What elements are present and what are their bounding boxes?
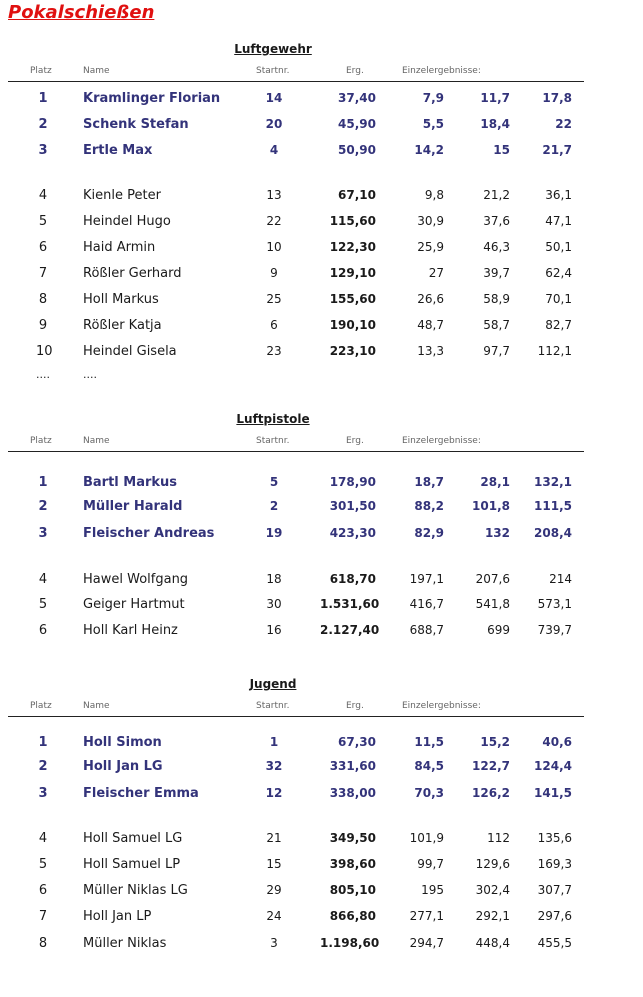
result-total: 178,90 bbox=[329, 475, 376, 489]
single-result-2: 132 bbox=[484, 526, 510, 540]
single-result-3: 50,1 bbox=[545, 240, 572, 254]
start-number: 10 bbox=[266, 240, 282, 254]
shooter-name: Geiger Hartmut bbox=[83, 597, 185, 612]
shooter-name: Rößler Gerhard bbox=[83, 266, 182, 281]
start-number: 16 bbox=[266, 623, 282, 637]
single-result-3: 307,7 bbox=[537, 883, 572, 897]
result-total: 45,90 bbox=[338, 117, 376, 131]
single-result-2: 448,4 bbox=[475, 936, 510, 950]
rank: 8 bbox=[38, 292, 48, 307]
table-row bbox=[0, 878, 643, 904]
header-startnr: Startnr. bbox=[256, 701, 290, 711]
rank: 2 bbox=[38, 759, 48, 774]
header-name: Name bbox=[83, 66, 110, 76]
shooter-name: Heindel Gisela bbox=[83, 344, 177, 359]
single-result-1: 18,7 bbox=[414, 475, 444, 489]
shooter-name: Rößler Katja bbox=[83, 318, 162, 333]
single-result-1: 84,5 bbox=[414, 759, 444, 773]
shooter-name: Bartl Markus bbox=[83, 475, 178, 490]
single-result-3: 141,5 bbox=[534, 786, 572, 800]
result-total: 50,90 bbox=[338, 143, 376, 157]
single-result-2: 37,6 bbox=[483, 214, 510, 228]
rank: 4 bbox=[38, 188, 48, 203]
single-result-3: 124,4 bbox=[534, 759, 572, 773]
start-number: 13 bbox=[266, 188, 282, 202]
single-result-1: 101,9 bbox=[409, 831, 444, 845]
single-result-1: 5,5 bbox=[422, 117, 444, 131]
start-number: 12 bbox=[265, 786, 283, 800]
single-result-2: 46,3 bbox=[483, 240, 510, 254]
shooter-name: Kienle Peter bbox=[83, 188, 161, 203]
section-title: Luftgewehr bbox=[234, 42, 312, 56]
table-row bbox=[0, 339, 643, 365]
header-erg: Erg. bbox=[346, 436, 364, 446]
shooter-name: Ertle Max bbox=[83, 143, 153, 158]
start-number: 4 bbox=[269, 143, 279, 157]
result-total: 115,60 bbox=[329, 214, 376, 228]
table-row bbox=[0, 754, 643, 780]
shooter-name: Holl Samuel LP bbox=[83, 857, 181, 872]
single-result-1: 277,1 bbox=[409, 909, 444, 923]
single-result-3: 82,7 bbox=[545, 318, 572, 332]
single-result-3: 169,3 bbox=[537, 857, 572, 871]
start-number: 18 bbox=[266, 572, 282, 586]
single-result-2: 28,1 bbox=[480, 475, 510, 489]
header-rule bbox=[8, 716, 584, 717]
rank: 1 bbox=[38, 91, 48, 106]
rank: 10 bbox=[36, 344, 53, 359]
single-result-1: 99,7 bbox=[417, 857, 444, 871]
shooter-name: Kramlinger Florian bbox=[83, 91, 221, 106]
header-platz: Platz bbox=[30, 436, 52, 446]
single-result-1: 688,7 bbox=[409, 623, 444, 637]
table-header bbox=[0, 436, 643, 450]
result-total: 122,30 bbox=[329, 240, 376, 254]
rank: 3 bbox=[38, 143, 48, 158]
rank: 1 bbox=[38, 475, 48, 490]
table-row bbox=[0, 261, 643, 287]
table-row bbox=[0, 470, 643, 496]
header-rule bbox=[8, 81, 584, 82]
single-result-2: 292,1 bbox=[475, 909, 510, 923]
table-row bbox=[0, 287, 643, 313]
result-total: 618,70 bbox=[329, 572, 376, 586]
single-result-2: 97,7 bbox=[483, 344, 510, 358]
section-jugend bbox=[0, 677, 643, 711]
shooter-name: Holl Markus bbox=[83, 292, 159, 307]
shooter-name: Holl Jan LP bbox=[83, 909, 152, 924]
rank: 5 bbox=[38, 597, 48, 612]
rank: 5 bbox=[38, 857, 48, 872]
single-result-3: 208,4 bbox=[534, 526, 572, 540]
header-erg: Erg. bbox=[346, 701, 364, 711]
header-name: Name bbox=[83, 701, 110, 711]
ellipsis-name: .... bbox=[83, 368, 97, 381]
start-number: 24 bbox=[266, 909, 282, 923]
single-result-3: 135,6 bbox=[537, 831, 572, 845]
single-result-2: 21,2 bbox=[483, 188, 510, 202]
single-result-2: 11,7 bbox=[480, 91, 510, 105]
start-number: 20 bbox=[265, 117, 283, 131]
single-result-1: 70,3 bbox=[414, 786, 444, 800]
single-result-3: 47,1 bbox=[545, 214, 572, 228]
shooter-name: Hawel Wolfgang bbox=[83, 572, 189, 587]
shooter-name: Holl Simon bbox=[83, 735, 162, 750]
result-total: 866,80 bbox=[329, 909, 376, 923]
result-total: 423,30 bbox=[329, 526, 376, 540]
single-result-3: 297,6 bbox=[537, 909, 572, 923]
single-result-1: 11,5 bbox=[414, 735, 444, 749]
result-total: 1.198,60 bbox=[320, 936, 380, 950]
table-row bbox=[0, 730, 643, 756]
single-result-1: 30,9 bbox=[417, 214, 444, 228]
result-total: 223,10 bbox=[329, 344, 376, 358]
single-result-2: 58,7 bbox=[483, 318, 510, 332]
section-title: Jugend bbox=[249, 677, 297, 691]
result-total: 349,50 bbox=[329, 831, 376, 845]
shooter-name: Holl Samuel LG bbox=[83, 831, 183, 846]
single-result-1: 48,7 bbox=[417, 318, 444, 332]
single-result-3: 17,8 bbox=[542, 91, 572, 105]
result-total: 67,30 bbox=[338, 735, 376, 749]
rank: 8 bbox=[38, 936, 48, 951]
shooter-name: Haid Armin bbox=[83, 240, 156, 255]
table-row bbox=[0, 138, 643, 164]
header-startnr: Startnr. bbox=[256, 436, 290, 446]
single-result-1: 294,7 bbox=[409, 936, 444, 950]
single-result-2: 541,8 bbox=[475, 597, 510, 611]
single-result-2: 126,2 bbox=[472, 786, 510, 800]
single-result-3: 455,5 bbox=[537, 936, 572, 950]
table-row bbox=[0, 235, 643, 261]
result-total: 37,40 bbox=[338, 91, 376, 105]
table-row bbox=[0, 826, 643, 852]
single-result-1: 82,9 bbox=[414, 526, 444, 540]
start-number: 15 bbox=[266, 857, 282, 871]
single-result-3: 112,1 bbox=[537, 344, 572, 358]
single-result-3: 70,1 bbox=[545, 292, 572, 306]
single-result-2: 15,2 bbox=[480, 735, 510, 749]
table-row bbox=[0, 494, 643, 520]
shooter-name: Müller Niklas LG bbox=[83, 883, 188, 898]
table-row bbox=[0, 112, 643, 138]
start-number: 29 bbox=[266, 883, 282, 897]
result-total: 398,60 bbox=[329, 857, 376, 871]
result-total: 67,10 bbox=[338, 188, 376, 202]
rank: 3 bbox=[38, 526, 48, 541]
single-result-2: 207,6 bbox=[475, 572, 510, 586]
header-startnr: Startnr. bbox=[256, 66, 290, 76]
single-result-2: 129,6 bbox=[475, 857, 510, 871]
table-row bbox=[0, 904, 643, 930]
rank: 6 bbox=[38, 240, 48, 255]
table-row bbox=[0, 313, 643, 339]
single-result-3: 214 bbox=[549, 572, 572, 586]
single-result-2: 122,7 bbox=[472, 759, 510, 773]
single-result-1: 26,6 bbox=[417, 292, 444, 306]
result-total: 805,10 bbox=[329, 883, 376, 897]
table-row bbox=[0, 183, 643, 209]
single-result-1: 27 bbox=[428, 266, 444, 280]
rank: 4 bbox=[38, 831, 48, 846]
rank: 2 bbox=[38, 117, 48, 132]
result-total: 155,60 bbox=[329, 292, 376, 306]
shooter-name: Holl Karl Heinz bbox=[83, 623, 178, 638]
shooter-name: Fleischer Emma bbox=[83, 786, 199, 801]
single-result-2: 302,4 bbox=[475, 883, 510, 897]
table-row bbox=[0, 852, 643, 878]
ellipsis-platz: .... bbox=[36, 368, 50, 381]
rank: 3 bbox=[38, 786, 48, 801]
result-total: 338,00 bbox=[329, 786, 376, 800]
rank: 6 bbox=[38, 623, 48, 638]
shooter-name: Fleischer Andreas bbox=[83, 526, 215, 541]
start-number: 5 bbox=[269, 475, 279, 489]
header-name: Name bbox=[83, 436, 110, 446]
single-result-2: 699 bbox=[487, 623, 510, 637]
single-result-2: 39,7 bbox=[483, 266, 510, 280]
start-number: 6 bbox=[270, 318, 278, 332]
single-result-2: 18,4 bbox=[480, 117, 510, 131]
single-result-1: 9,8 bbox=[424, 188, 444, 202]
single-result-2: 58,9 bbox=[483, 292, 510, 306]
single-result-3: 573,1 bbox=[537, 597, 572, 611]
rank: 2 bbox=[38, 499, 48, 514]
start-number: 25 bbox=[266, 292, 282, 306]
shooter-name: Müller Niklas bbox=[83, 936, 167, 951]
start-number: 23 bbox=[266, 344, 282, 358]
single-result-1: 7,9 bbox=[422, 91, 444, 105]
start-number: 1 bbox=[269, 735, 279, 749]
start-number: 9 bbox=[270, 266, 278, 280]
result-total: 2.127,40 bbox=[320, 623, 380, 637]
page-title: Pokalschießen bbox=[8, 2, 155, 23]
rank: 4 bbox=[38, 572, 48, 587]
single-result-3: 62,4 bbox=[545, 266, 572, 280]
single-result-2: 101,8 bbox=[472, 499, 510, 513]
rank: 1 bbox=[38, 735, 48, 750]
single-result-3: 739,7 bbox=[537, 623, 572, 637]
start-number: 3 bbox=[270, 936, 278, 950]
single-result-3: 111,5 bbox=[534, 499, 572, 513]
single-result-1: 25,9 bbox=[417, 240, 444, 254]
result-total: 331,60 bbox=[329, 759, 376, 773]
shooter-name: Holl Jan LG bbox=[83, 759, 163, 774]
single-result-1: 416,7 bbox=[409, 597, 444, 611]
result-total: 190,10 bbox=[329, 318, 376, 332]
shooter-name: Schenk Stefan bbox=[83, 117, 189, 132]
single-result-2: 112 bbox=[487, 831, 510, 845]
table-row bbox=[0, 781, 643, 807]
header-einzel: Einzelergebnisse: bbox=[402, 436, 481, 446]
shooter-name: Müller Harald bbox=[83, 499, 183, 514]
table-row bbox=[0, 521, 643, 547]
table-row bbox=[0, 209, 643, 235]
result-total: 301,50 bbox=[329, 499, 376, 513]
rank: 9 bbox=[38, 318, 48, 333]
single-result-3: 22 bbox=[555, 117, 572, 131]
table-row bbox=[0, 86, 643, 112]
single-result-1: 88,2 bbox=[414, 499, 444, 513]
single-result-3: 36,1 bbox=[545, 188, 572, 202]
table-row bbox=[0, 567, 643, 593]
section-luftpistole bbox=[0, 412, 643, 446]
shooter-name: Heindel Hugo bbox=[83, 214, 171, 229]
single-result-1: 14,2 bbox=[414, 143, 444, 157]
start-number: 21 bbox=[266, 831, 282, 845]
start-number: 32 bbox=[265, 759, 283, 773]
start-number: 14 bbox=[265, 91, 283, 105]
start-number: 19 bbox=[265, 526, 283, 540]
start-number: 2 bbox=[269, 499, 279, 513]
header-platz: Platz bbox=[30, 701, 52, 711]
header-rule bbox=[8, 451, 584, 452]
rank: 5 bbox=[38, 214, 48, 229]
start-number: 30 bbox=[266, 597, 282, 611]
single-result-1: 197,1 bbox=[409, 572, 444, 586]
single-result-1: 195 bbox=[421, 883, 444, 897]
single-result-2: 15 bbox=[493, 143, 510, 157]
single-result-3: 40,6 bbox=[542, 735, 572, 749]
result-total: 1.531,60 bbox=[320, 597, 380, 611]
start-number: 22 bbox=[266, 214, 282, 228]
rank: 6 bbox=[38, 883, 48, 898]
table-row bbox=[0, 931, 643, 957]
table-row bbox=[0, 618, 643, 644]
rank: 7 bbox=[38, 266, 48, 281]
single-result-1: 13,3 bbox=[417, 344, 444, 358]
header-platz: Platz bbox=[30, 66, 52, 76]
header-erg: Erg. bbox=[346, 66, 364, 76]
table-row bbox=[0, 592, 643, 618]
header-einzel: Einzelergebnisse: bbox=[402, 701, 481, 711]
section-luftgewehr bbox=[0, 42, 643, 76]
result-total: 129,10 bbox=[329, 266, 376, 280]
rank: 7 bbox=[38, 909, 48, 924]
table-header bbox=[0, 701, 643, 715]
table-header bbox=[0, 66, 643, 80]
header-einzel: Einzelergebnisse: bbox=[402, 66, 481, 76]
single-result-3: 21,7 bbox=[542, 143, 572, 157]
section-title: Luftpistole bbox=[236, 412, 310, 426]
single-result-3: 132,1 bbox=[534, 475, 572, 489]
